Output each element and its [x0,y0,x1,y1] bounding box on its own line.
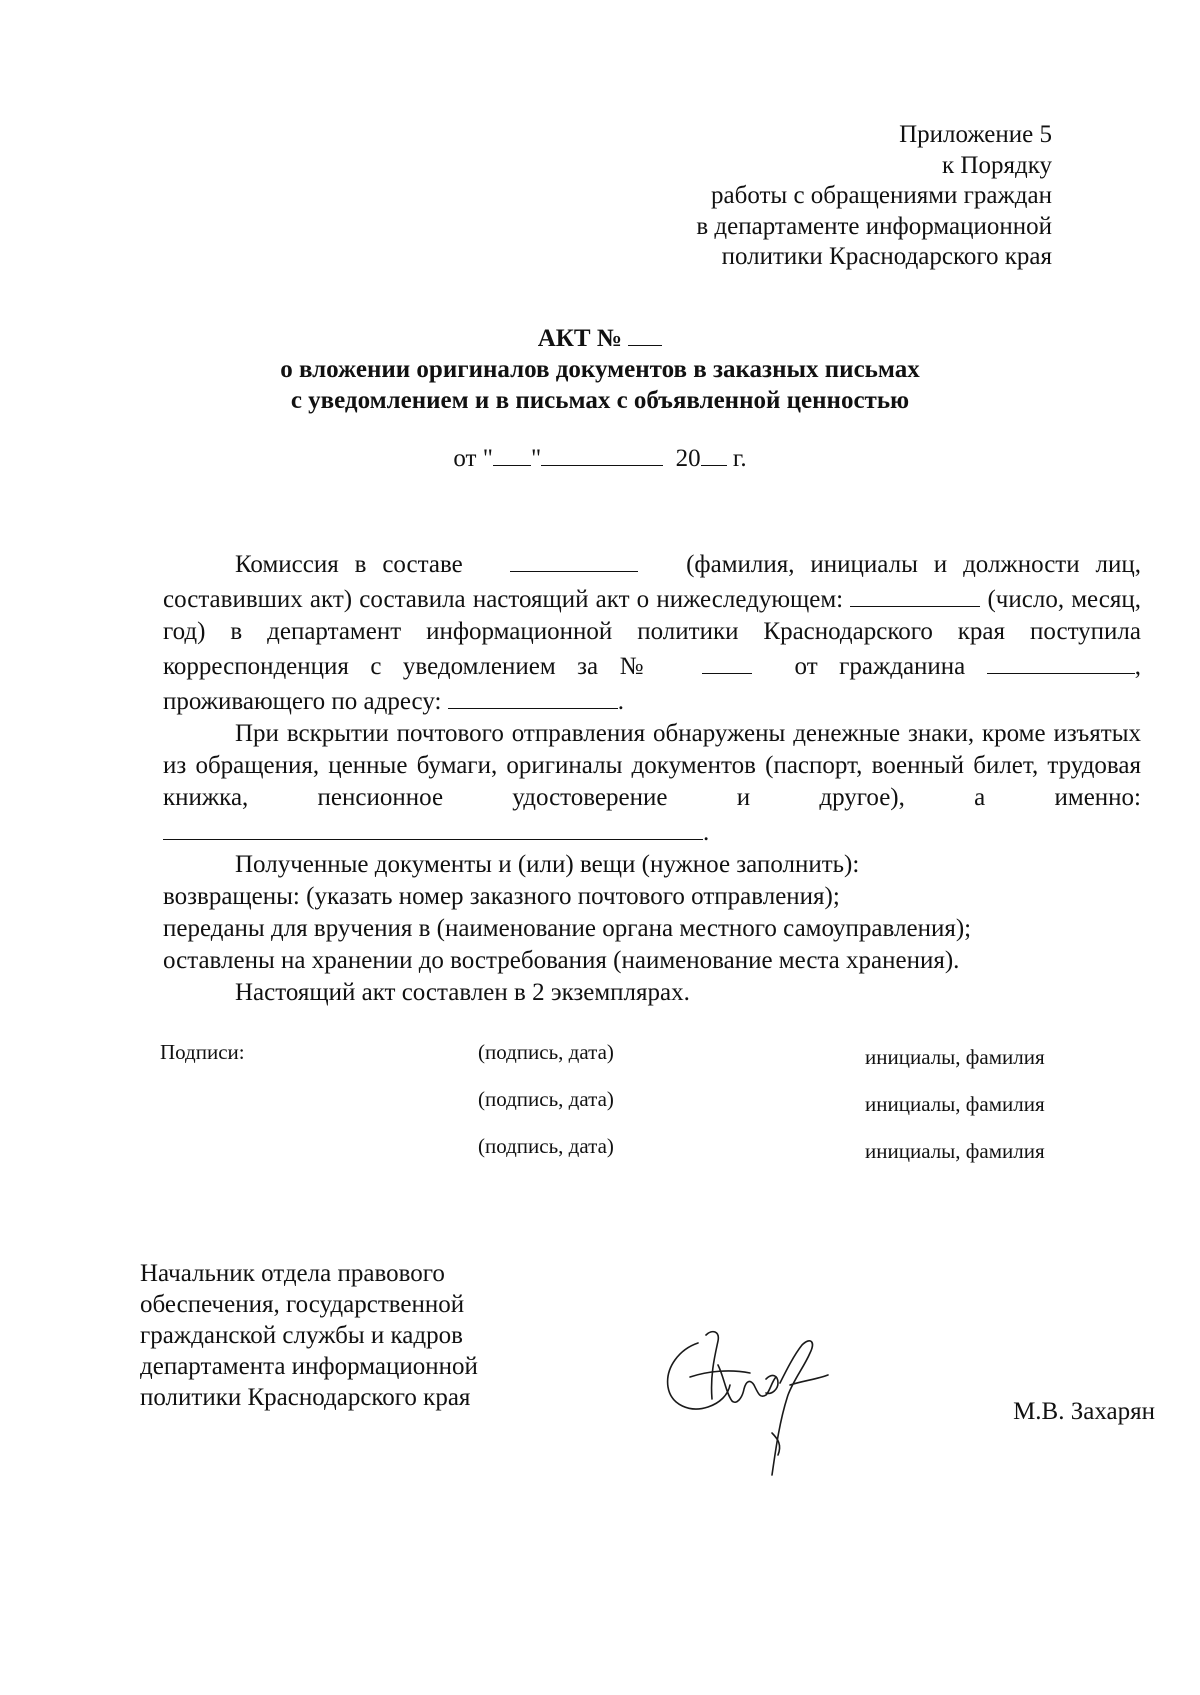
chief-position-line: гражданской службы и кадров [140,1322,463,1349]
chief-position-line: обеспечения, государственной [140,1291,465,1318]
signatures-block [160,1040,1080,1181]
initials-surname-caption: инициалы, фамилия [865,1092,1045,1116]
act-number-blank [628,320,662,346]
signature-date-caption: (подпись, дата) [478,1087,614,1111]
appendix-line: к Порядку [942,151,1052,179]
list-returned: возвращены: (указать номер заказного почтового отправления); [163,883,840,910]
chief-position-line: политики Краснодарского края [140,1384,471,1411]
commission-blank [510,546,638,572]
chief-position [140,1258,478,1413]
paragraph-commission [163,546,1141,718]
number-blank [702,648,752,674]
date-year-suffix: г. [732,445,747,472]
date-from-label: от " [453,445,493,472]
date-quote-close: " [530,445,542,472]
signatures-label: Подписи: [160,1040,245,1064]
act-body [163,546,1141,1009]
initials-surname-caption: инициалы, фамилия [865,1045,1045,1069]
act-title [0,320,1200,416]
signature-date-caption: (подпись, дата) [478,1040,614,1064]
initials-surname-caption: инициалы, фамилия [865,1139,1045,1163]
p2-text: При вскрытии почтового отправления обнаружены денежные знаки, кроме изъятых из обращения, ценные бумаги, оригиналы документов (паспорт, военный билет, трудовая книжка, пенсионное удостоверение и другое), а именно: [163,720,1141,811]
p2-end: . [703,819,710,846]
date-day-blank [493,440,531,466]
p1-part-e: , проживающего по адресу: [163,653,1141,715]
paragraph-opening [163,718,1141,849]
paragraph-received: Полученные документы и (или) вещи (нужное заполнить): [235,851,860,878]
p1-part-d: от гражданина [794,653,966,680]
date-year-prefix: 20 [675,445,701,472]
appendix-line: работы с обращениями граждан [711,182,1052,209]
act-subtitle-1: о вложении оригиналов документов в заказных письмах [280,356,920,383]
act-date [0,440,1200,474]
p1-part-a: Комиссия в составе [235,551,463,578]
appendix-line: политики Краснодарского края [721,243,1052,270]
list-transferred: переданы для вручения в (наименование органа местного самоуправления); [163,915,972,942]
act-label: АКТ № [537,325,622,352]
p1-part-c: (число, месяц, год) в департамент информационной политики Краснодарского края поступила корреспонденция с уведомлением за № [163,586,1141,680]
signature-row [160,1087,1080,1134]
handwritten-signature [660,1315,850,1495]
date-blank [850,581,980,607]
items-blank [163,814,703,840]
p1-part-b: (фамилия, инициалы и должности лиц, составивших акт) составила настоящий акт о нижеследующем: [163,551,1141,613]
date-month-blank [541,440,663,466]
act-subtitle-2: с уведомлением и в письмах с объявленной ценностью [290,387,910,414]
appendix-line: Приложение 5 [899,121,1052,148]
signature-row [160,1134,1080,1181]
list-stored: оставлены на хранении до востребования (наименование места хранения). [163,947,960,974]
chief-name: М.В. Захарян [1013,1398,1155,1425]
citizen-blank [987,648,1135,674]
p1-end: . [617,688,624,715]
date-year-blank [701,440,727,466]
chief-position-line: Начальник отдела правового [140,1260,445,1287]
appendix-header [696,120,1052,273]
chief-position-line: департамента информационной [140,1353,478,1380]
signature-date-caption: (подпись, дата) [478,1134,614,1158]
paragraph-copies: Настоящий акт составлен в 2 экземплярах. [235,979,690,1006]
address-blank [448,683,618,709]
appendix-line: в департаменте информационной [696,212,1052,240]
signature-row [160,1040,1080,1087]
act-number-line [0,320,1200,354]
